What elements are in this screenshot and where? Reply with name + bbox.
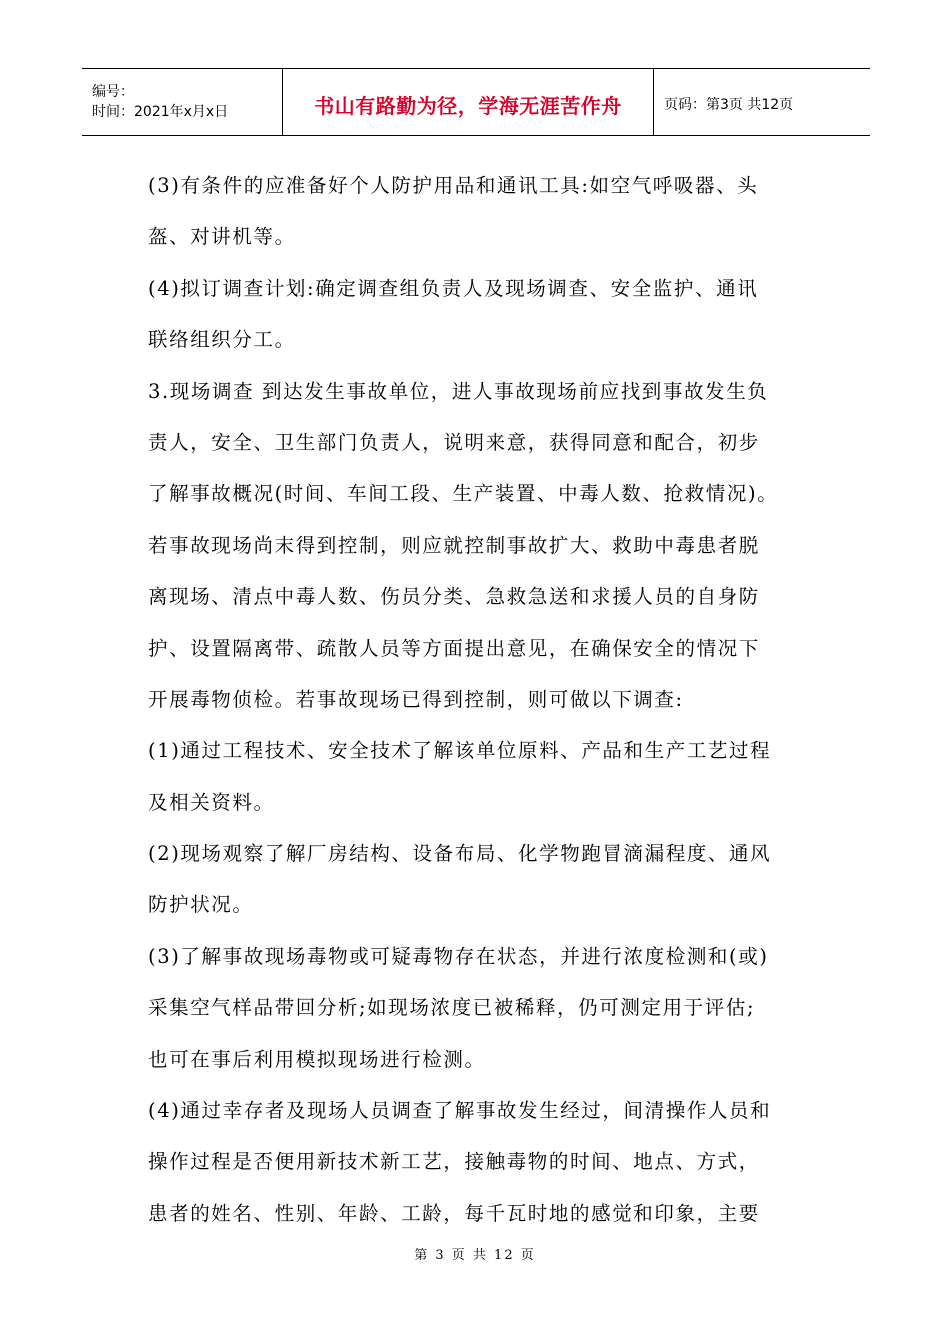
body-line: 操作过程是否便用新技术新工艺，接触毒物的时间、地点、方式， bbox=[148, 1150, 760, 1174]
body-line: (4)通过幸存者及现场人员调查了解事故发生经过，间清操作人员和 bbox=[148, 1099, 772, 1123]
header-page-label: 页码：第3页 共12页 bbox=[664, 97, 794, 113]
header-meta bbox=[82, 69, 282, 135]
header-motto-cell bbox=[282, 69, 654, 135]
body-line: 3.现场调查 到达发生事故单位，进人事故现场前应找到事故发生负 bbox=[148, 379, 769, 403]
document-date-label: 时间：2021年x月x日 bbox=[92, 104, 229, 120]
body-line: (3)了解事故现场毒物或可疑毒物存在状态，并进行浓度检测和(或) bbox=[148, 944, 769, 968]
body-line: 也可在事后利用模拟现场进行检测。 bbox=[148, 1047, 486, 1071]
body-line: 责人，安全、卫生部门负责人，说明来意，获得同意和配合，初步 bbox=[148, 430, 760, 454]
document-number-label: 编号： bbox=[92, 84, 134, 100]
body-line: 及相关资料。 bbox=[148, 790, 275, 814]
body-line: 了解事故概况(时间、车间工段、生产装置、中毒人数、抢救情况)。 bbox=[148, 482, 779, 506]
body-line: (3)有条件的应准备好个人防护用品和通讯工具:如空气呼吸器、头 bbox=[148, 174, 759, 197]
body-line: 若事故现场尚末得到控制，则应就控制事故扩大、救助中毒患者脱 bbox=[148, 533, 760, 557]
body-line: 离现场、清点中毒人数、伤员分类、急救急送和求援人员的自身防 bbox=[148, 585, 760, 609]
body-line: 患者的姓名、性别、年龄、工龄，每千瓦时地的感觉和印象，主要 bbox=[148, 1201, 760, 1225]
document-body bbox=[148, 160, 808, 1239]
body-line: 开展毒物侦检。若事故现场已得到控制，则可做以下调查: bbox=[148, 687, 684, 711]
body-line: (4)拟订调查计划:确定调查组负责人及现场调查、安全监护、通讯 bbox=[148, 276, 759, 300]
body-line: (1)通过工程技术、安全技术了解该单位原料、产品和生产工艺过程 bbox=[148, 739, 772, 763]
page-header bbox=[82, 68, 870, 136]
header-page-info bbox=[654, 69, 870, 135]
body-line: 采集空气样品带回分析;如现场浓度已被稀释，仍可测定用于评估; bbox=[148, 996, 756, 1020]
page-footer: 第 3 页 共 12 页 bbox=[414, 1248, 536, 1263]
body-line: 防护状况。 bbox=[148, 893, 254, 917]
body-line: 护、设置隔离带、疏散人员等方面提出意见，在确保安全的情况下 bbox=[148, 636, 760, 660]
header-motto: 书山有路勤为径，学海无涯苦作舟 bbox=[314, 93, 622, 118]
body-line: 盔、对讲机等。 bbox=[148, 225, 296, 249]
body-line: (2)现场观察了解厂房结构、设备布局、化学物跑冒滴漏程度、通风 bbox=[148, 842, 772, 866]
body-line: 联络组织分工。 bbox=[148, 328, 296, 352]
